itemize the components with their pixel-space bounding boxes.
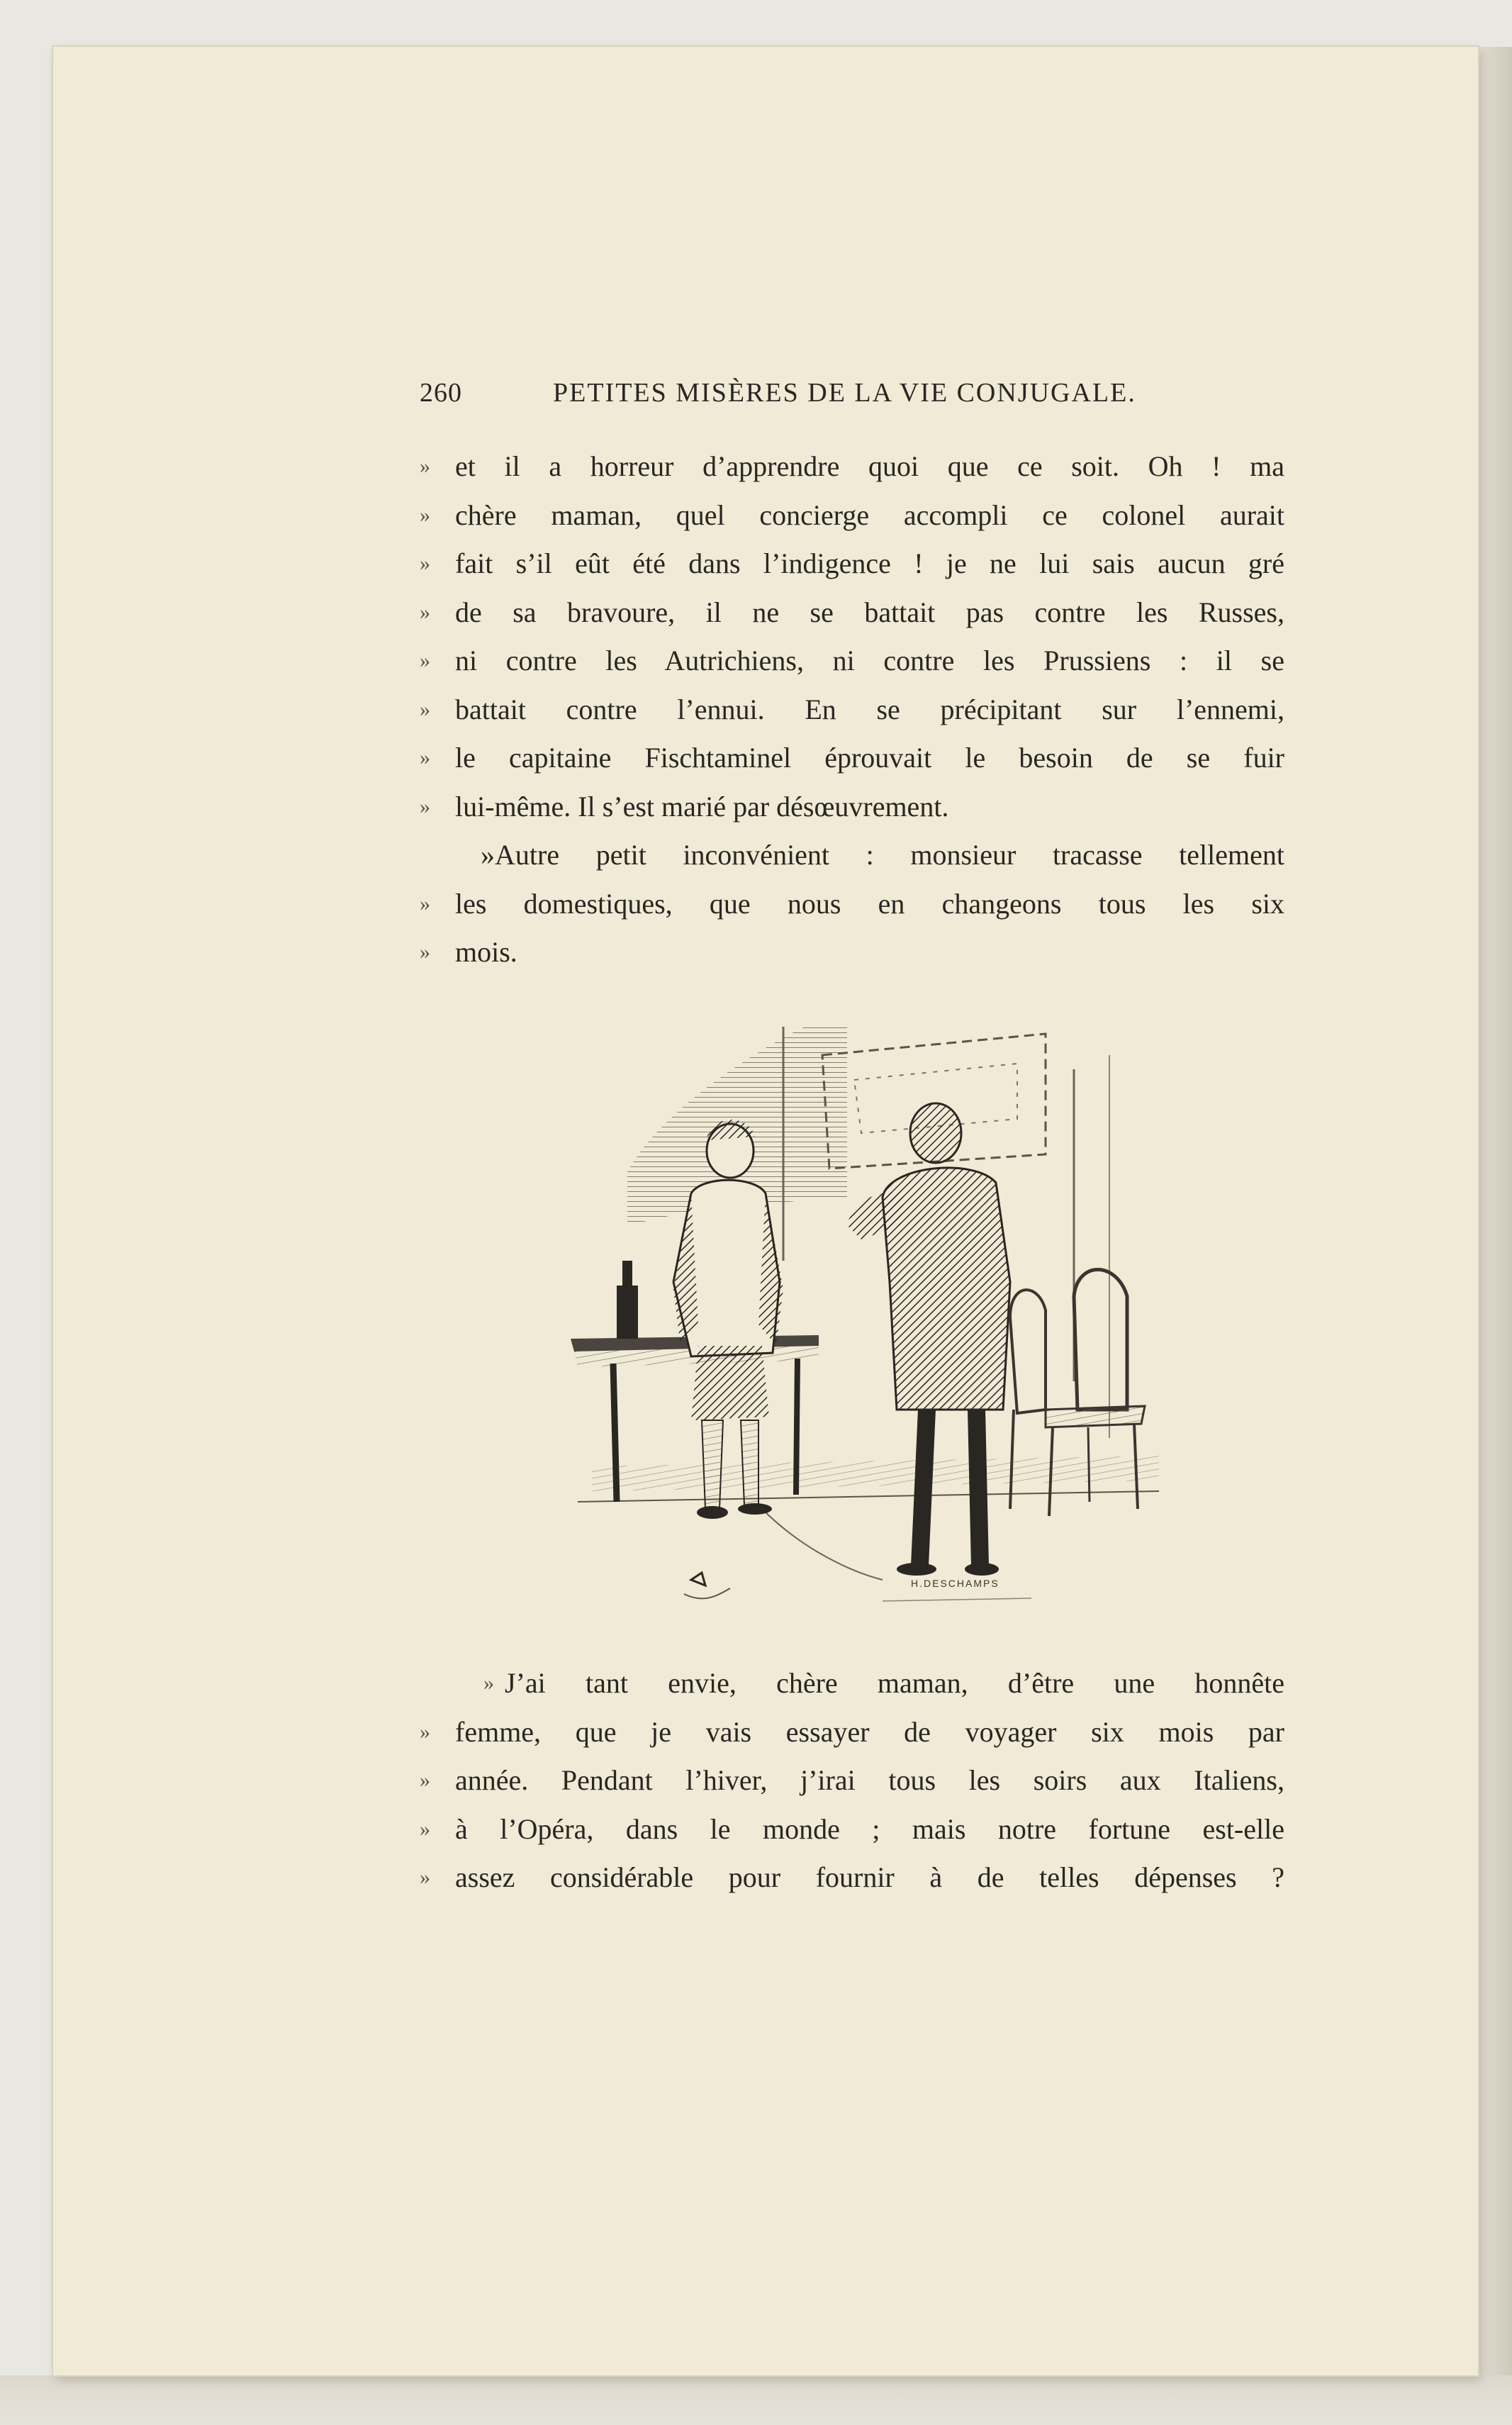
engraving-drawing <box>549 1013 1159 1615</box>
quote-mark: » <box>420 600 430 624</box>
text-line <box>420 783 1284 832</box>
line-text: J’ai tant envie, chère maman, d’être une honnête <box>505 1667 1284 1699</box>
line-text: femme, que je vais essayer de voyager six mois par <box>455 1715 1284 1748</box>
text-line <box>420 1659 1284 1708</box>
line-text: ni contre les Autrichiens, ni contre les Prussiens : il se <box>455 645 1284 676</box>
text-line <box>420 491 1284 540</box>
paragraph-2 <box>420 831 1284 977</box>
quote-mark: » <box>420 1719 430 1744</box>
page-edge-right <box>1478 47 1512 2425</box>
text-line <box>420 734 1284 783</box>
line-text: année. Pendant l’hiver, j’irai tous les soirs aux Italiens, <box>455 1764 1284 1796</box>
text-line <box>420 540 1284 589</box>
line-text: »Autre petit inconvénient : monsieur tracasse tellement <box>481 839 1284 871</box>
text-line <box>420 1853 1284 1902</box>
line-text: fait s’il eût été dans l’indigence ! je ne lui sais aucun gré <box>455 547 1284 579</box>
line-text: le capitaine Fischtaminel éprouvait le besoin de se fuir <box>455 742 1284 774</box>
quote-mark: » <box>420 1768 430 1792</box>
engraving-illustration <box>549 1013 1159 1615</box>
line-text: à l’Opéra, dans le monde ; mais notre fortune est-elle <box>455 1812 1284 1845</box>
paragraph-1 <box>420 442 1284 831</box>
text-line <box>420 1756 1284 1805</box>
text-line <box>420 637 1284 686</box>
text-line <box>420 686 1284 735</box>
text-line <box>420 589 1284 637</box>
line-text: les domestiques, que nous en changeons tous les six <box>455 887 1284 920</box>
running-title: PETITES MISÈRES DE LA VIE CONJUGALE. <box>553 378 1136 408</box>
paragraph-3 <box>420 1659 1284 1902</box>
page-number: 260 <box>420 378 462 408</box>
quote-mark: » <box>420 552 430 575</box>
line-text: mois. <box>455 936 517 968</box>
line-text: battait contre l’ennui. En se précipitant sur l’ennemi, <box>455 693 1284 725</box>
line-text: assez considérable pour fournir à de telles dépenses ? <box>455 1861 1284 1893</box>
quote-mark: » <box>420 794 430 818</box>
text-line <box>420 1708 1284 1757</box>
quote-mark: » <box>420 1866 430 1889</box>
line-text: de sa bravoure, il ne se battait pas contre les Russes, <box>455 596 1284 628</box>
quote-mark: » <box>483 1671 494 1695</box>
quote-mark: » <box>420 940 430 964</box>
text-line <box>420 1805 1284 1854</box>
illustrator-signature: H.DESCHAMPS <box>911 1578 999 1589</box>
text-line <box>420 880 1284 929</box>
quote-mark: » <box>420 746 430 769</box>
quote-mark: » <box>420 455 430 478</box>
line-text: et il a horreur d’apprendre quoi que ce soit. Oh ! ma <box>455 450 1284 482</box>
page-header <box>420 377 1284 417</box>
line-text: lui-même. Il s’est marié par désœuvrement. <box>455 790 949 823</box>
quote-mark: » <box>420 697 430 721</box>
page-edge-bottom <box>0 2375 1512 2425</box>
text-line <box>420 831 1284 880</box>
quote-mark: » <box>420 891 430 915</box>
text-line <box>420 928 1284 977</box>
quote-mark: » <box>420 649 430 672</box>
quote-mark: » <box>420 503 430 527</box>
text-line <box>420 442 1284 491</box>
quote-mark: » <box>420 1817 430 1841</box>
line-text: chère maman, quel concierge accompli ce colonel aurait <box>455 498 1284 531</box>
